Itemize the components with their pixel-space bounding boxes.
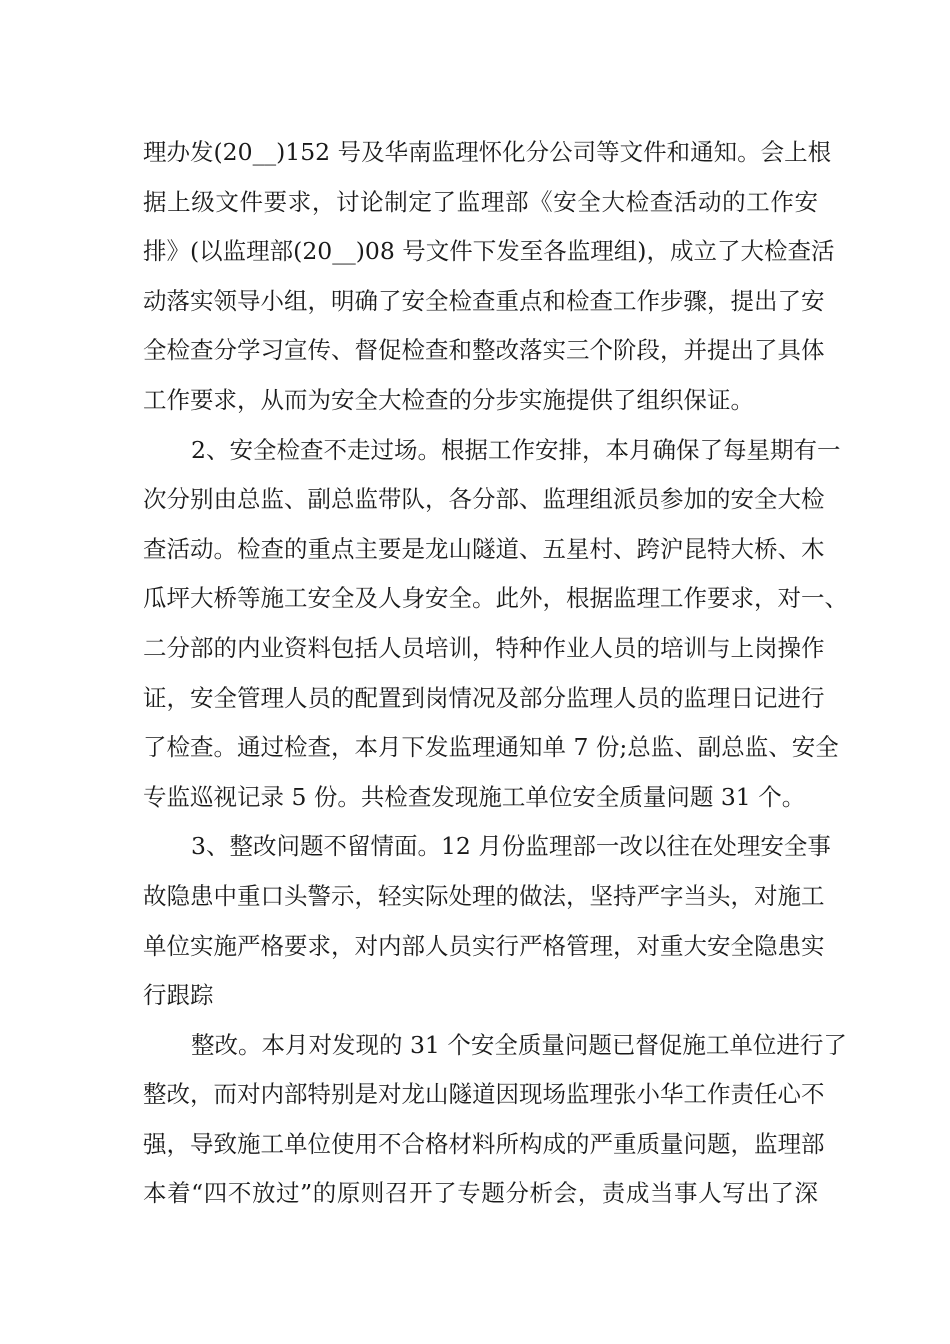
paragraph-3: [143, 822, 831, 1020]
text-line: 了检查。通过检查，本月下发监理通知单 7 份;总监、副总监、安全: [143, 733, 839, 762]
text-line: 故隐患中重口头警示，轻实际处理的做法，坚持严字当头，对施工: [143, 881, 825, 910]
text-line: 专监巡视记录 5 份。共检查发现施工单位安全质量问题 31 个。: [143, 782, 806, 811]
text-line: 整改。本月对发现的 31 个安全质量问题已督促施工单位进行了: [191, 1030, 847, 1059]
document-body: [143, 128, 848, 1219]
paragraph-4: [143, 1021, 847, 1219]
text-line: 整改，而对内部特别是对龙山隧道因现场监理张小华工作责任心不: [143, 1080, 825, 1109]
text-line: 二分部的内业资料包括人员培训，特种作业人员的培训与上岗操作: [143, 633, 825, 662]
paragraph-1: [143, 128, 835, 426]
text-line: 排》(以监理部(20__)08 号文件下发至各监理组)，成立了大检查活: [143, 237, 835, 266]
text-line: 强，导致施工单位使用不合格材料所构成的严重质量问题，监理部: [143, 1129, 825, 1158]
text-line: 据上级文件要求，讨论制定了监理部《安全大检查活动的工作安: [143, 187, 818, 216]
text-line: 3、整改问题不留情面。12 月份监理部一改以往在处理安全事: [191, 832, 831, 861]
text-line: 行跟踪: [143, 981, 214, 1010]
text-line: 单位实施严格要求，对内部人员实行严格管理，对重大安全隐患实: [143, 931, 825, 960]
text-line: 2、安全检查不走过场。根据工作安排，本月确保了每星期有一: [191, 435, 841, 464]
text-line: 理办发(20__)152 号及华南监理怀化分公司等文件和通知。会上根: [143, 138, 832, 166]
text-line: 全检查分学习宣传、督促检查和整改落实三个阶段，并提出了具体: [143, 336, 825, 365]
paragraph-2: [143, 426, 848, 823]
text-line: 工作要求，从而为安全大检查的分步实施提供了组织保证。: [143, 385, 754, 414]
text-line: 瓜坪大桥等施工安全及人身安全。此外，根据监理工作要求，对一、: [143, 584, 848, 613]
text-line: 证，安全管理人员的配置到岗情况及部分监理人员的监理日记进行: [143, 683, 825, 712]
text-line: 查活动。检查的重点主要是龙山隧道、五星村、跨沪昆特大桥、木: [143, 534, 825, 563]
text-line: 次分别由总监、副总监带队，各分部、监理组派员参加的安全大检: [143, 485, 825, 514]
text-line: 本着“四不放过”的原则召开了专题分析会，责成当事人写出了深: [143, 1179, 818, 1208]
text-line: 动落实领导小组，明确了安全检查重点和检查工作步骤，提出了安: [143, 286, 825, 315]
